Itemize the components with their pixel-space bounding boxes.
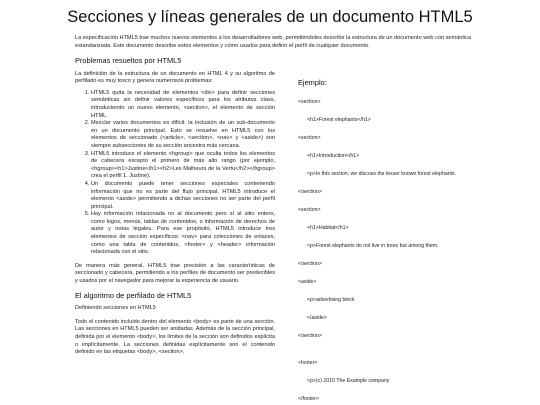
intro-paragraph: La especificación HTML5 trae muchos nuevos elementos a los desarrolladores web, permitiéndoles describir la estructura de un documento web con semántica estandarizada. Este documento describe estos elementos y cómo usarlos para definir el perfil de cualquier documento.	[75, 35, 472, 49]
summary-paragraph: De manera más general, HTML5 trae precisión a las características de seccionado y cabecera, permitiendo a los perfiles de documento ser predecibles y usados por el navegador para mejorar la experiencia de usuario.	[75, 262, 275, 285]
code-line: <section>	[298, 135, 321, 141]
list-item: 2. Mezclar varios documentos es difícil: la inclusión de un sub-documento en un documento principal. Esto se resuelve en HTML5 con los elementos de seccionado (<article>, <section>, <nav> y <aside>) son siempre subsecciones de su sección ancestra más cercana.	[91, 120, 275, 150]
example-heading: Ejemplo:	[298, 78, 327, 87]
code-line: <h1>Introduction</h1>	[307, 153, 360, 159]
page-title: Secciones y líneas generales de un documento HTML5	[67, 8, 473, 26]
code-line: <p>Forest elephants do not live in trees but among them.	[307, 243, 439, 249]
body-paragraph: Todo el contenido incluido dentro del elemento <body> es parte de una sección. Las secciones en HTML5 pueden ser anidadas. Además de la sección principal, definida por el elemento <body>, los límites de la sección son definidos explícita o implícitamente. La secciones definidas explícitamente son el contenido definido en las etiquetas <body>, <section>,	[75, 318, 275, 356]
code-line: <aside>	[298, 279, 317, 285]
code-line: <section>	[298, 99, 321, 105]
code-line: <p>In this section, we discuss the lesser known forest elephants.	[307, 171, 457, 177]
subheading-defining-sections: Definiendo secciones en HTML5	[75, 305, 156, 312]
code-line: </section>	[298, 189, 322, 195]
code-line: </aside>	[307, 315, 327, 321]
code-line: <footer>	[298, 360, 318, 366]
code-line: </footer>	[298, 396, 319, 402]
list-item: 5. Hay información relacionada no al documento pero sí al sitio entero, como logos, menús, tablas de contenidos, o información de derechos de autor y notas legales. Para ese propósito, HTML5 introduce tres elementos de sección específicos: <nav> para colecciones de enlaces, como una tabla de contenidos, <footer> y <header> información relacionada con el sitio.	[91, 211, 275, 257]
list-item: 1. HTML5 quita la necesidad de elementos <div> para definir secciones semánticas sin definir valores específicos para los atributos class, introduciendo un nuevo elemento, <section>, el elemento de sección HTML.	[91, 90, 275, 120]
problems-intro: La definición de la estructura de un documento en HTML 4 y su algoritmo de perfilado es muy tosco y genera numerosos problemas:	[75, 70, 275, 85]
list-item: 3. HTML5 introduce el elemento <hgroup> que oculta todos los elementos de cabecera excepto el primero de más alto rango (por ejemplo, <hgroup><h1>Justine</h1><h2>Les Malheurs de la Vertu</h2></hgroup> crea el perfil 1. Justine).	[91, 151, 275, 181]
list-item: 4. Un documento puede tener secciones especiales conteniendo información que no es parte del flujo principal. HTML5 introduce el elemento <aside> permitiendo a dichas secciones no ser parte del perfil principal.	[91, 181, 275, 211]
code-line: <h1>Forest elephants</h1>	[307, 117, 371, 123]
section-heading-problems: Problemas resueltos por HTML5	[75, 56, 182, 65]
code-line: </section>	[298, 333, 322, 339]
code-line: <h1>Habitat</h1>	[307, 225, 349, 231]
section-heading-algorithm: El algoritmo de perfilado de HTML5	[75, 290, 192, 300]
code-line: <p>(c) 2010 The Example company	[307, 378, 390, 384]
code-line: <p>advertising block	[307, 297, 355, 303]
code-line: <section>	[298, 207, 321, 213]
code-line: </section>	[298, 261, 322, 267]
